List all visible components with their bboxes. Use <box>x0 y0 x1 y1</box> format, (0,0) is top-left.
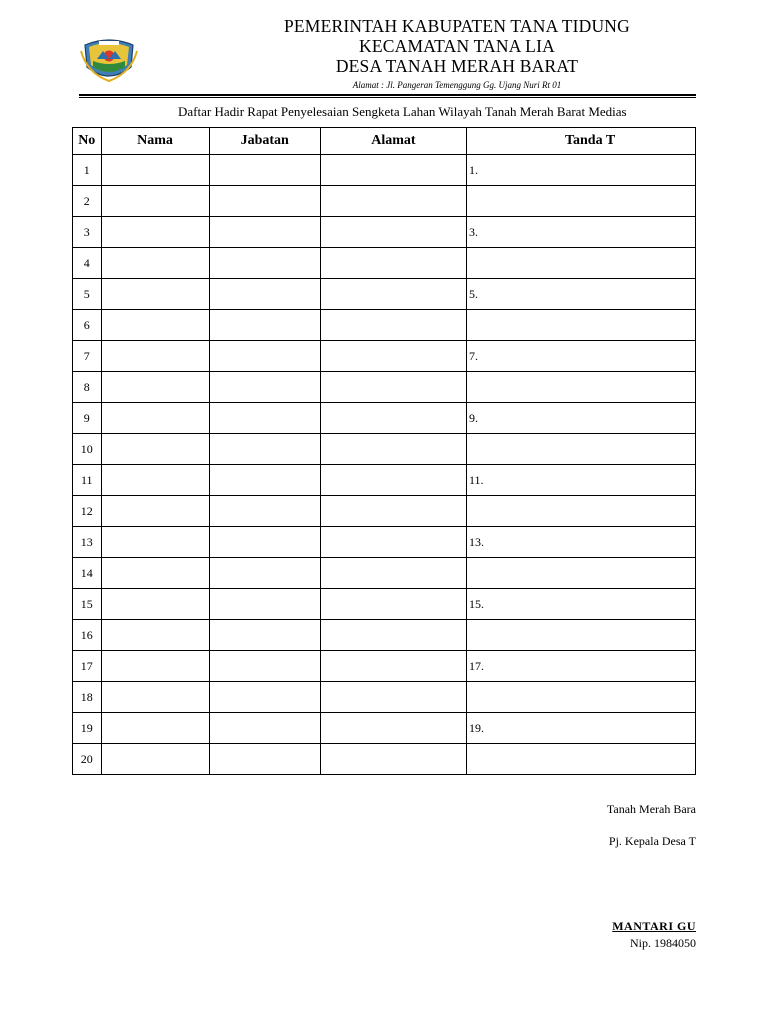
cell-tanda-tangan: 11. <box>466 465 695 496</box>
letterhead-village: DESA TANAH MERAH BARAT <box>335 56 579 76</box>
table-row <box>73 589 696 620</box>
cell-nama <box>101 341 209 372</box>
cell-tanda-tangan <box>466 496 695 527</box>
cell-nama <box>101 403 209 434</box>
cell-alamat <box>320 155 466 186</box>
cell-no: 11 <box>73 465 102 496</box>
cell-alamat <box>320 589 466 620</box>
cell-tanda-tangan <box>466 558 695 589</box>
cell-tanda-tangan: 5. <box>466 279 695 310</box>
letterhead-address: Alamat : Jl. Pangeran Temenggung Gg. Ujang Nuri Rt 01 <box>352 80 562 90</box>
signature-place-date: Tanah Merah Bara <box>606 802 696 816</box>
cell-nama <box>101 589 209 620</box>
table-row <box>73 217 696 248</box>
cell-no: 9 <box>73 403 102 434</box>
table-row <box>73 186 696 217</box>
cell-no: 4 <box>73 248 102 279</box>
cell-alamat <box>320 620 466 651</box>
cell-alamat <box>320 744 466 775</box>
cell-no: 20 <box>73 744 102 775</box>
cell-no: 2 <box>73 186 102 217</box>
cell-alamat <box>320 527 466 558</box>
cell-no: 19 <box>73 713 102 744</box>
cell-tanda-tangan <box>466 682 695 713</box>
table-row <box>73 651 696 682</box>
cell-tanda-tangan: 19. <box>466 713 695 744</box>
table-row <box>73 248 696 279</box>
cell-jabatan <box>209 713 320 744</box>
table-row <box>73 620 696 651</box>
cell-jabatan <box>209 217 320 248</box>
cell-no: 1 <box>73 155 102 186</box>
cell-tanda-tangan: 15. <box>466 589 695 620</box>
cell-no: 12 <box>73 496 102 527</box>
table-row <box>73 279 696 310</box>
cell-tanda-tangan: 3. <box>466 217 695 248</box>
table-row <box>73 372 696 403</box>
cell-nama <box>101 713 209 744</box>
letterhead <box>160 16 696 90</box>
signature-position: Pj. Kepala Desa T <box>608 834 696 848</box>
cell-no: 15 <box>73 589 102 620</box>
cell-jabatan <box>209 558 320 589</box>
cell-no: 10 <box>73 434 102 465</box>
cell-no: 17 <box>73 651 102 682</box>
cell-nama <box>101 372 209 403</box>
cell-tanda-tangan <box>466 372 695 403</box>
table-row <box>73 465 696 496</box>
table-row <box>73 496 696 527</box>
cell-tanda-tangan: 7. <box>466 341 695 372</box>
cell-alamat <box>320 372 466 403</box>
cell-nama <box>101 620 209 651</box>
cell-tanda-tangan <box>466 620 695 651</box>
cell-no: 7 <box>73 341 102 372</box>
header-tanda-tangan: Tanda T <box>466 128 695 155</box>
cell-nama <box>101 434 209 465</box>
table-row <box>73 713 696 744</box>
cell-no: 5 <box>73 279 102 310</box>
cell-jabatan <box>209 248 320 279</box>
cell-jabatan <box>209 589 320 620</box>
cell-no: 16 <box>73 620 102 651</box>
cell-jabatan <box>209 155 320 186</box>
cell-tanda-tangan <box>466 248 695 279</box>
cell-no: 6 <box>73 310 102 341</box>
cell-nama <box>101 744 209 775</box>
signature-block <box>396 802 696 951</box>
cell-tanda-tangan <box>466 186 695 217</box>
cell-alamat <box>320 558 466 589</box>
cell-nama <box>101 310 209 341</box>
cell-alamat <box>320 465 466 496</box>
header-no: No <box>73 128 102 155</box>
cell-nama <box>101 682 209 713</box>
cell-alamat <box>320 434 466 465</box>
regency-emblem-icon <box>79 37 139 83</box>
cell-nama <box>101 155 209 186</box>
cell-alamat <box>320 496 466 527</box>
table-row <box>73 434 696 465</box>
cell-alamat <box>320 713 466 744</box>
letterhead-government: PEMERINTAH KABUPATEN TANA TIDUNG <box>283 16 630 36</box>
cell-jabatan <box>209 186 320 217</box>
table-row <box>73 403 696 434</box>
cell-jabatan <box>209 341 320 372</box>
signatory-name: MANTARI GU <box>612 919 696 933</box>
cell-alamat <box>320 217 466 248</box>
cell-alamat <box>320 682 466 713</box>
cell-jabatan <box>209 310 320 341</box>
cell-jabatan <box>209 682 320 713</box>
cell-jabatan <box>209 403 320 434</box>
cell-jabatan <box>209 620 320 651</box>
header-nama: Nama <box>101 128 209 155</box>
table-row <box>73 527 696 558</box>
cell-alamat <box>320 341 466 372</box>
cell-jabatan <box>209 465 320 496</box>
cell-tanda-tangan: 9. <box>466 403 695 434</box>
cell-no: 8 <box>73 372 102 403</box>
cell-nama <box>101 465 209 496</box>
cell-alamat <box>320 248 466 279</box>
cell-no: 13 <box>73 527 102 558</box>
cell-no: 14 <box>73 558 102 589</box>
cell-nama <box>101 558 209 589</box>
cell-jabatan <box>209 434 320 465</box>
table-row <box>73 558 696 589</box>
cell-tanda-tangan: 17. <box>466 651 695 682</box>
cell-no: 18 <box>73 682 102 713</box>
cell-no: 3 <box>73 217 102 248</box>
cell-jabatan <box>209 744 320 775</box>
cell-nama <box>101 279 209 310</box>
cell-alamat <box>320 651 466 682</box>
document-title: Daftar Hadir Rapat Penyelesaian Sengketa Lahan Wilayah Tanah Merah Barat Medias <box>178 104 627 119</box>
cell-tanda-tangan <box>466 310 695 341</box>
cell-nama <box>101 496 209 527</box>
cell-jabatan <box>209 372 320 403</box>
cell-nama <box>101 248 209 279</box>
cell-alamat <box>320 310 466 341</box>
header-jabatan: Jabatan <box>209 128 320 155</box>
cell-nama <box>101 651 209 682</box>
cell-tanda-tangan: 13. <box>466 527 695 558</box>
cell-jabatan <box>209 527 320 558</box>
cell-tanda-tangan: 1. <box>466 155 695 186</box>
cell-jabatan <box>209 279 320 310</box>
cell-tanda-tangan <box>466 434 695 465</box>
cell-nama <box>101 527 209 558</box>
table-row <box>73 744 696 775</box>
cell-alamat <box>320 279 466 310</box>
signatory-nip: Nip. 1984050 <box>630 936 696 950</box>
table-row <box>73 682 696 713</box>
table-row <box>73 310 696 341</box>
cell-jabatan <box>209 496 320 527</box>
table-row <box>73 155 696 186</box>
cell-nama <box>101 217 209 248</box>
letterhead-district: KECAMATAN TANA LIA <box>359 36 555 56</box>
table-header-row <box>73 128 696 155</box>
letterhead-divider <box>79 94 696 98</box>
table-body <box>73 155 696 775</box>
attendance-table <box>72 127 696 775</box>
cell-tanda-tangan <box>466 744 695 775</box>
header-alamat: Alamat <box>320 128 466 155</box>
table-row <box>73 341 696 372</box>
cell-alamat <box>320 403 466 434</box>
cell-alamat <box>320 186 466 217</box>
cell-nama <box>101 186 209 217</box>
cell-jabatan <box>209 651 320 682</box>
